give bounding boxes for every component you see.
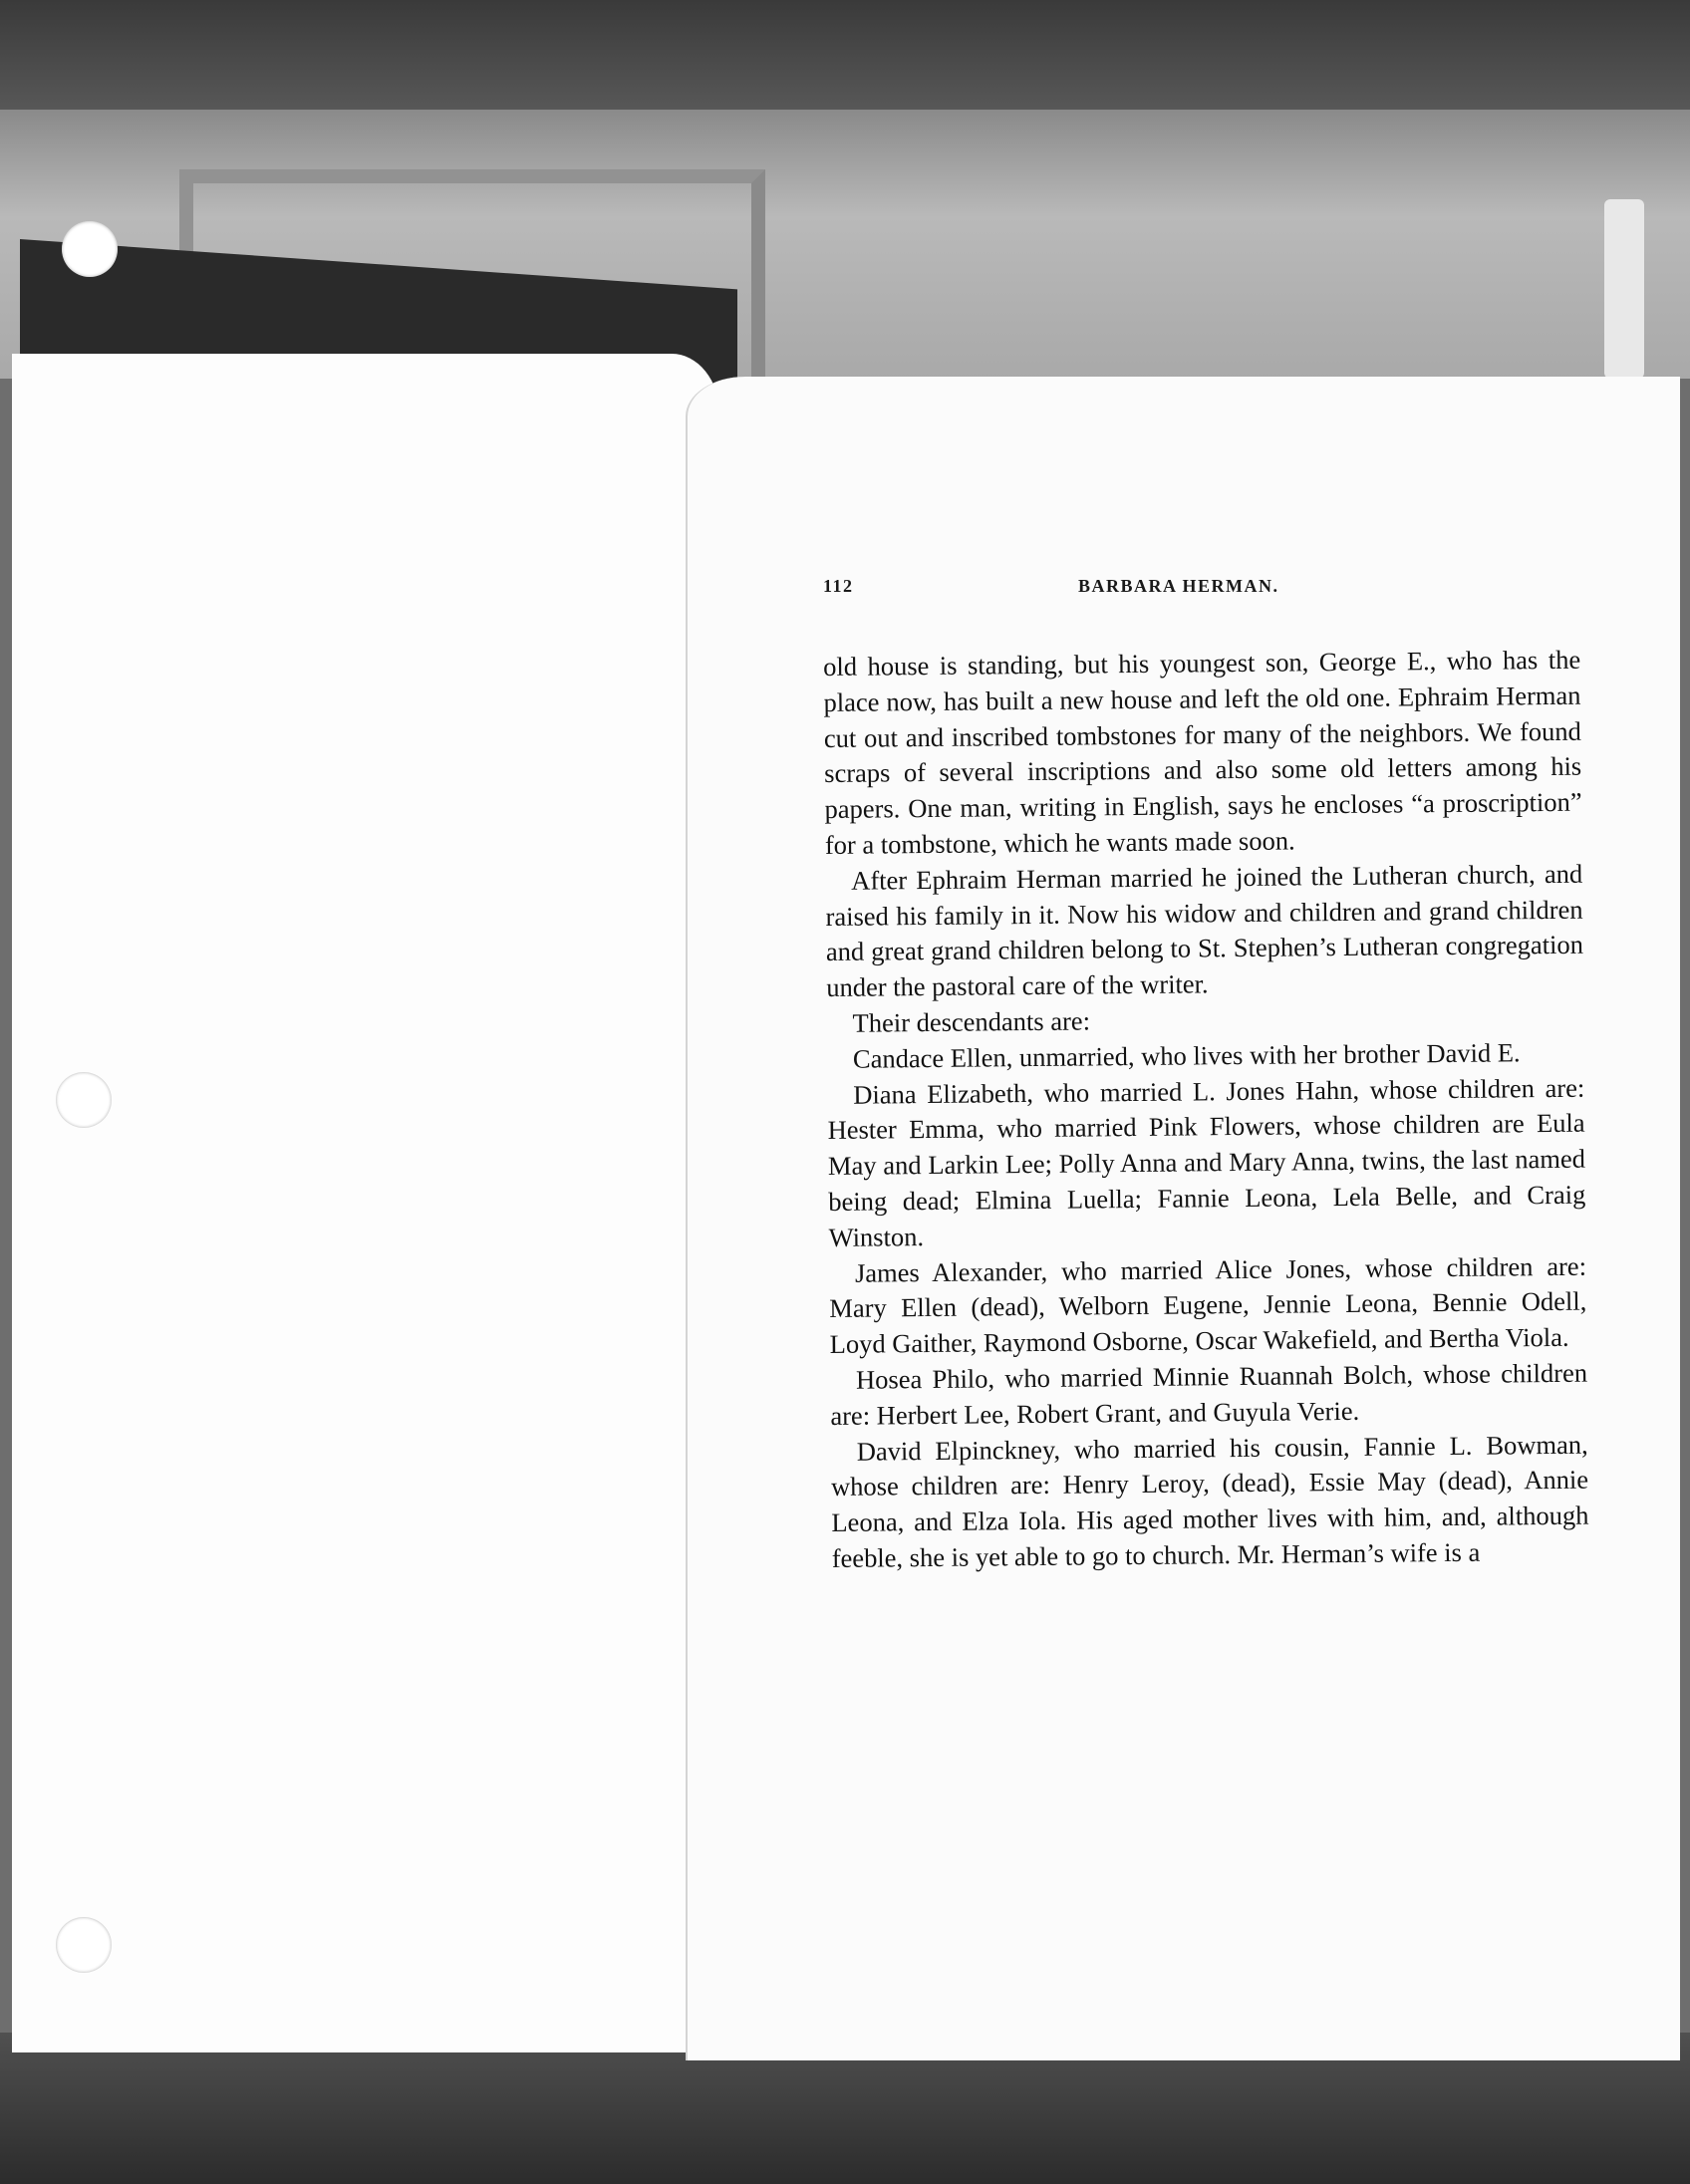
left-blank-page: [12, 354, 719, 2052]
punch-hole-top: [62, 221, 118, 277]
paragraph: Hosea Philo, who married Minnie Ruannah Bolch, whose children are: Herbert Lee, Robert Grant, and Guyula Verie.: [830, 1357, 1588, 1431]
paragraph: old house is standing, but his youngest son, George E., who has the place now, has built a new house and left the old one. Ephraim Herman cut out and inscribed tombstones for many of the neighbors. We found scraps of several inscriptions and also some old letters among his papers. One man, writing in English, says he encloses “a proscription” for a tombstone, which he wants made soon.: [823, 644, 1582, 860]
body-text: [823, 643, 1589, 1577]
paragraph: Their descendants are:: [852, 1005, 1091, 1038]
punch-hole-middle: [56, 1072, 112, 1128]
background-top-shadow: [0, 0, 1690, 120]
background-light-strip: [1604, 199, 1644, 379]
page-number: 112: [823, 576, 854, 596]
page-header: [823, 576, 1321, 604]
paragraph: David Elpinckney, who married his cousin, Fannie L. Bowman, whose children are: Henry Leroy, (dead), Essie May (dead), Annie Leona, and Elza Iola. His aged mother lives with him, and, although feeble, she is yet able to go to church. Mr. Herman’s wife is a: [830, 1429, 1589, 1573]
paragraph: Candace Ellen, unmarried, who lives with her brother David E.: [852, 1037, 1521, 1074]
paragraph: James Alexander, who married Alice Jones, whose children are: Mary Ellen (dead), Welborn Eugene, Jennie Leona, Bennie Odell, Loyd Gaither, Raymond Osborne, Oscar Wakefield, and Bertha Viola.: [829, 1250, 1587, 1360]
running-title: BARBARA HERMAN.: [1078, 576, 1279, 596]
punch-hole-bottom: [56, 1917, 112, 1973]
paragraph: After Ephraim Herman married he joined the Lutheran church, and raised his family in it. Now his widow and children and grand children and great grand children belong to St. Stephen’s Lutheran congregation under the pastoral care of the writer.: [825, 858, 1584, 1003]
paragraph: Diana Elizabeth, who married L. Jones Hahn, whose children are: Hester Emma, who married Pink Flowers, whose children are Eula May and Larkin Lee; Polly Anna and Mary Anna, twins, the last named being dead; Elmina Luella; Fannie Leona, Lela Belle, and Craig Winston.: [827, 1072, 1586, 1252]
